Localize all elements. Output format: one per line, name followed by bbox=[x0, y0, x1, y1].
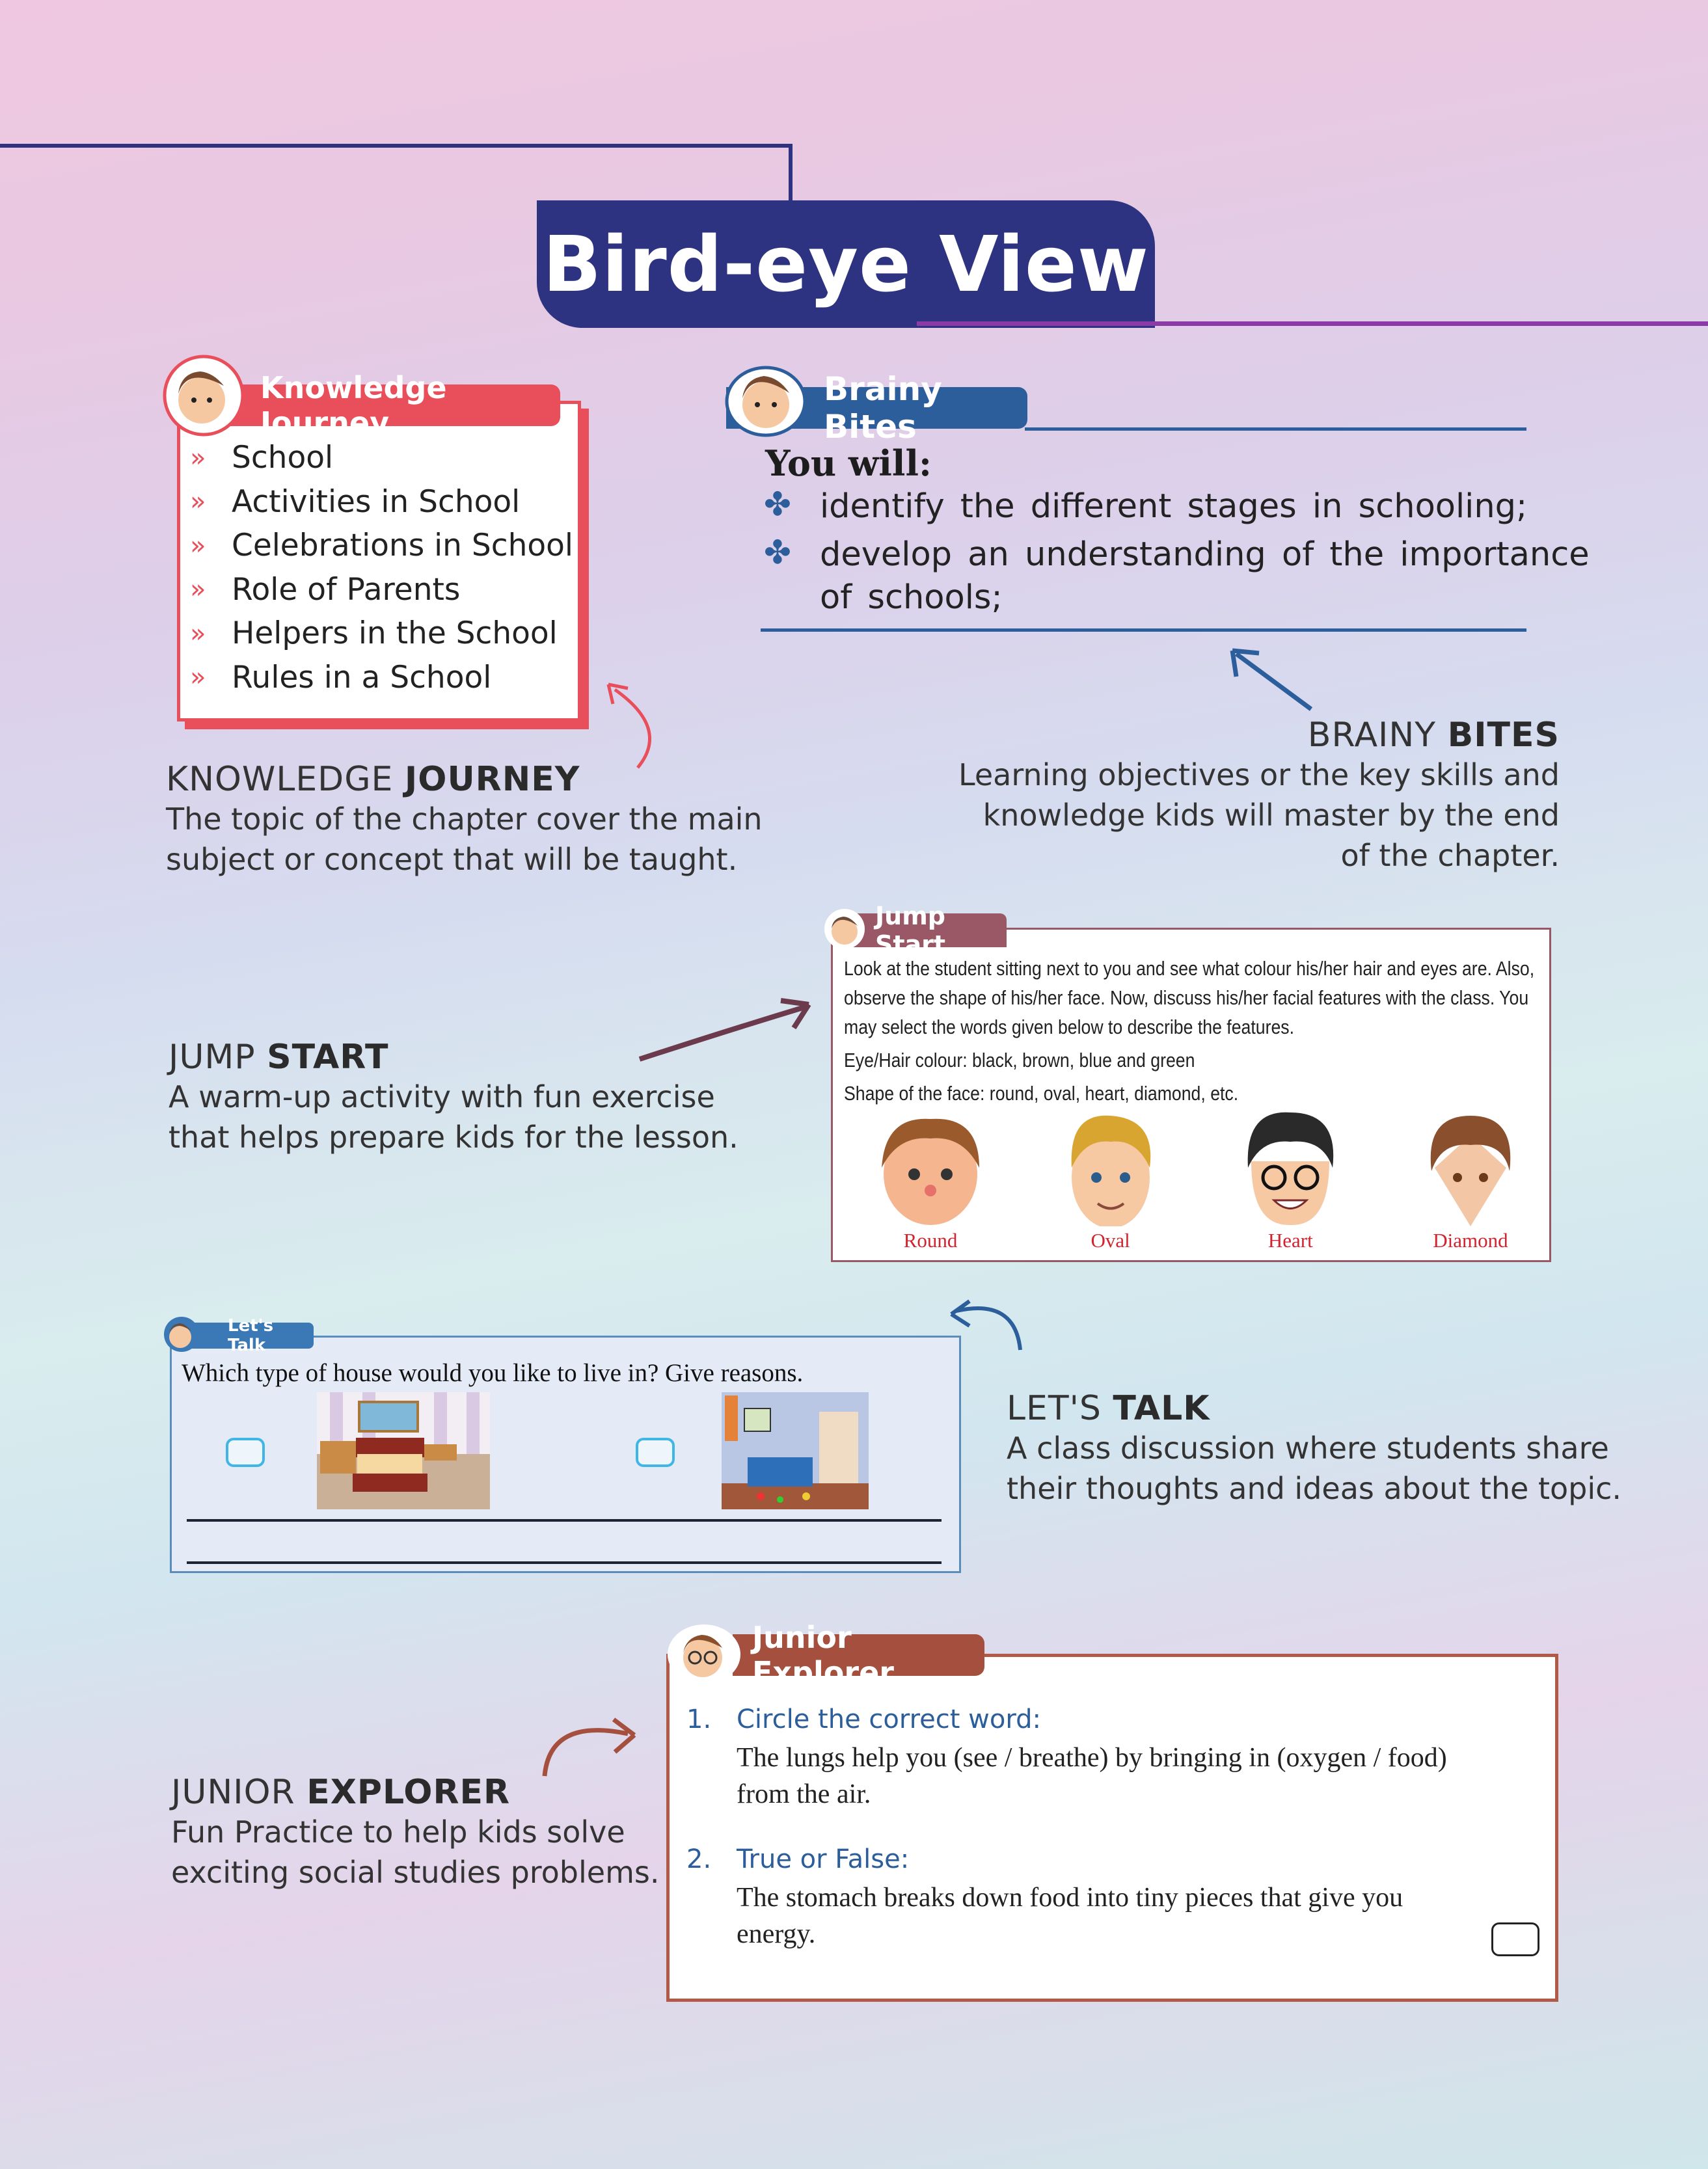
clover-bullet-icon: ✤ bbox=[764, 485, 791, 523]
lets-talk-question: Which type of house would you like to live in? Give reasons. bbox=[182, 1359, 804, 1387]
face-oval: Oval bbox=[1046, 1109, 1176, 1252]
knowledge-journey-tab bbox=[221, 370, 560, 440]
round-face-illustration bbox=[865, 1109, 996, 1226]
list-item: » School bbox=[190, 440, 334, 476]
curved-arrow-icon bbox=[537, 1708, 644, 1783]
question-1: 1. Circle the correct word: The lungs help you (see / breathe) by bringing in (oxygen / food) from the air. bbox=[686, 1704, 1447, 1809]
answer-line[interactable] bbox=[187, 1561, 942, 1564]
divider bbox=[761, 628, 1526, 632]
junior-explorer-caption: JUNIOR EXPLORER Fun Practice to help kids solve exciting social studies problems. bbox=[171, 1773, 660, 1890]
boy-avatar-icon bbox=[821, 908, 868, 950]
jump-start-instructions: Look at the student sitting next to you and see what colour his/her hair and eyes are. Also, observe the shape of his/her face. Now, discuss his/her facial features with the class. You may select the words given below to describe the features. Eye/Hair colour: black, brown, blue and green Shape of the face: round, oval, heart, diamond, etc. bbox=[844, 957, 1535, 1105]
heart-face-illustration bbox=[1225, 1109, 1355, 1226]
list-item: » Celebrations in School bbox=[190, 528, 573, 564]
list-item: » Role of Parents bbox=[190, 571, 461, 608]
answer-line[interactable] bbox=[187, 1519, 942, 1522]
decorative-line bbox=[789, 144, 793, 202]
objective-item: ✤ identify the different stages in schooling; bbox=[764, 485, 1528, 526]
divider bbox=[1025, 427, 1526, 431]
knowledge-journey-caption: KNOWLEDGE JOURNEY The topic of the chapter cover the main subject or concept that will be taught. bbox=[166, 760, 763, 877]
brainy-bites-tab: Brainy Bites bbox=[726, 387, 1027, 429]
face-heart: Heart bbox=[1225, 1109, 1355, 1252]
tab-label: Knowledge Journey bbox=[260, 370, 447, 440]
boy-with-glasses-avatar-icon bbox=[665, 1622, 743, 1687]
diamond-face-illustration bbox=[1405, 1109, 1536, 1226]
list-item: » Helpers in the School bbox=[190, 615, 558, 652]
boy-avatar-icon bbox=[724, 359, 808, 437]
list-item: » Activities in School bbox=[190, 483, 521, 520]
junior-explorer-tab: Junior Explorer bbox=[733, 1634, 984, 1676]
lets-talk-caption: LET'S TALK A class discussion where students share their thoughts and ideas about the topic. bbox=[1007, 1389, 1622, 1506]
page-title: Bird-eye View bbox=[537, 200, 1155, 328]
true-false-answer-box[interactable] bbox=[1491, 1922, 1539, 1956]
topic-list bbox=[190, 436, 573, 699]
jump-start-caption: JUMP START A warm-up activity with fun exercise that helps prepare kids for the lesson. bbox=[169, 1038, 739, 1155]
brainy-bites-caption: BRAINY BITES Learning objectives or the key skills and knowledge kids will master by the end of the chapter. bbox=[958, 716, 1560, 873]
boy-avatar-icon bbox=[161, 353, 246, 438]
decorative-line bbox=[917, 321, 1708, 326]
face-diamond: Diamond bbox=[1405, 1109, 1536, 1252]
jump-start-tab: Jump Start bbox=[844, 913, 1007, 947]
choice-checkbox[interactable] bbox=[226, 1438, 265, 1467]
tidy-bedroom-image bbox=[317, 1392, 490, 1509]
clover-bullet-icon: ✤ bbox=[764, 533, 791, 571]
decorative-line bbox=[0, 144, 793, 148]
question-2: 2. True or False: The stomach breaks down food into tiny pieces that give you energy. bbox=[686, 1844, 1403, 1949]
list-item: » Rules in a School bbox=[190, 659, 492, 695]
objectives-intro: You will: bbox=[765, 442, 932, 484]
choice-checkbox[interactable] bbox=[636, 1438, 675, 1467]
arrow-icon bbox=[1223, 644, 1321, 716]
face-shapes-row bbox=[865, 1109, 1536, 1252]
oval-face-illustration bbox=[1046, 1109, 1176, 1226]
objective-item: ✤ develop an understanding of the importance of schools; bbox=[764, 533, 1590, 617]
face-round: Round bbox=[865, 1109, 996, 1252]
curved-arrow-icon bbox=[943, 1295, 1028, 1353]
messy-bedroom-image bbox=[722, 1392, 869, 1509]
lets-talk-tab: Let's Talk bbox=[189, 1323, 314, 1349]
boy-avatar-icon bbox=[161, 1315, 202, 1353]
